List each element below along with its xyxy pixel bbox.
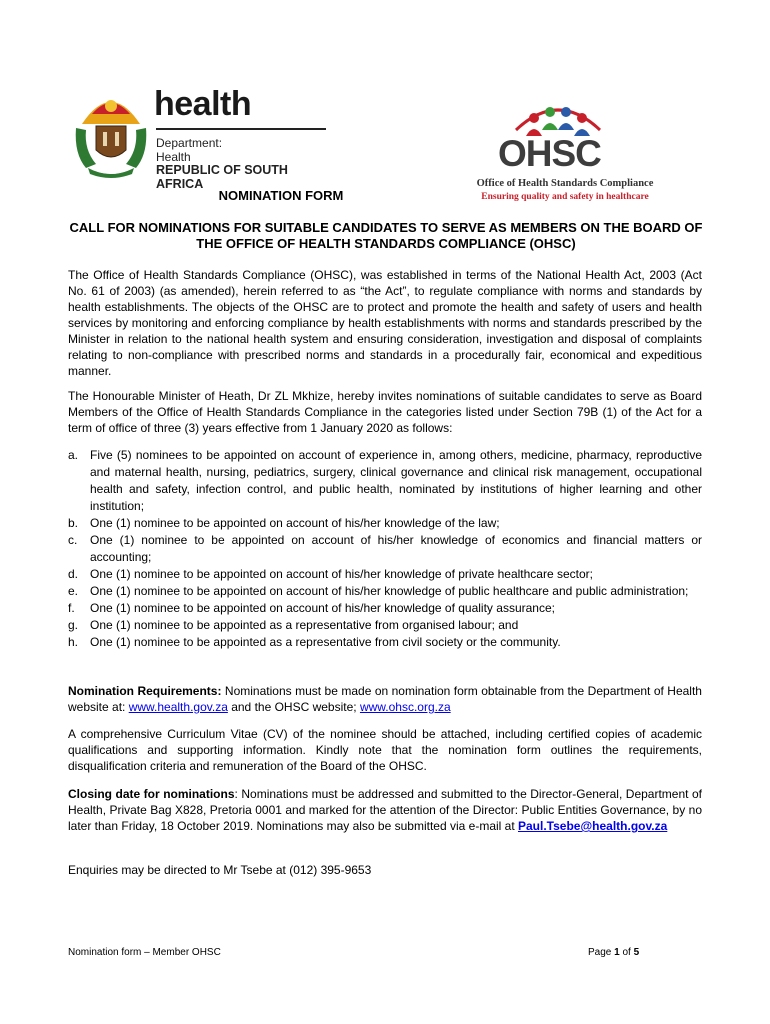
list-item: d. One (1) nominee to be appointed on account of his/her knowledge of private healthcare sector; <box>68 567 593 581</box>
department-label: Department: <box>156 136 223 150</box>
department-name: Health <box>156 150 191 164</box>
list-item: h. One (1) nominee to be appointed as a representative from civil society or the community. <box>68 635 561 649</box>
health-wordmark: health <box>154 85 252 123</box>
enquiries-paragraph: Enquiries may be directed to Mr Tsebe at (012) 395-9653 <box>68 863 372 877</box>
ohsc-full-name: Office of Health Standards Compliance <box>476 178 654 189</box>
ohsc-tagline: Ensuring quality and safety in healthcare <box>481 192 649 202</box>
nomination-requirements-paragraph: Nomination Requirements: Nominations must be made on nomination form obtainable from the Department of Health website at: www.health.gov.za and the OHSC website; www.ohsc.org.za <box>68 684 702 714</box>
ohsc-background-paragraph: The Office of Health Standards Compliance (OHSC), was established in terms of the National Health Act, 2003 (Act No. 61 of 2003) (as amended), herein referred to as “the Act”, to regulate compliance with norms and standards by health establishments. The objects of the OHSC are to protect and promote the health and safety of users and health services by monitoring and enforcing compliance by health establishments with norms and standards prescribed by the Minister in relation to the national health system and ensuring consideration, investigation and disposal of complaints relating to non-compliance with prescribed norms and standards in a procedurally fair, economical and expeditious manner. <box>68 268 702 378</box>
document-heading: CALL FOR NOMINATIONS FOR SUITABLE CANDIDATES TO SERVE AS MEMBERS ON THE BOARD OF THE OFFICE OF HEALTH STANDARDS COMPLIANCE (OHSC) <box>69 220 703 251</box>
ohsc-logo <box>470 96 660 208</box>
list-item: b. One (1) nominee to be appointed on account of his/her knowledge of the law; <box>68 516 500 530</box>
closing-date-label: Closing date for nominations <box>68 787 235 801</box>
list-item: a. Five (5) nominees to be appointed on account of experience in, among others, medicine, pharmacy, reproductive and maternal health, nursing, pediatrics, surgery, clinical governance and clinical risk management, occupational health and safety, infection control, and public health, nominated by institutions of higher learning and other institution; <box>68 448 702 513</box>
ohsc-website-link[interactable]: www.ohsc.org.za <box>359 700 451 714</box>
form-title: NOMINATION FORM <box>218 188 344 203</box>
list-item: f. One (1) nominee to be appointed on account of his/her knowledge of quality assurance; <box>68 601 555 615</box>
coat-of-arms-icon <box>72 84 150 180</box>
list-item: g. One (1) nominee to be appointed as a representative from organised labour; and <box>68 618 519 632</box>
logo-divider <box>156 128 326 130</box>
requirements-label: Nomination Requirements: <box>68 684 222 698</box>
list-item: c. One (1) nominee to be appointed on account of his/her knowledge of economics and financial matters or accounting; <box>68 533 702 564</box>
ohsc-wordmark: OHSC <box>498 133 601 174</box>
nominee-categories-list <box>68 447 702 651</box>
closing-date-paragraph: Closing date for nominations: Nominations must be addressed and submitted to the Director-General, Department of Health, Private Bag X828, Pretoria 0001 and marked for the attention of the Director: Public Entities Governance, by no later than Friday, 18 October 2019. Nominations may also be submitted via e-mail at Paul.Tsebe@health.gov.za <box>68 787 702 833</box>
list-item: e. One (1) nominee to be appointed on account of his/her knowledge of public healthcare and public administration; <box>68 584 689 598</box>
footer-document-name: Nomination form – Member OHSC <box>68 947 221 958</box>
health-website-link[interactable]: www.health.gov.za <box>128 700 228 714</box>
people-figures-icon <box>508 96 608 138</box>
cv-paragraph: A comprehensive Curriculum Vitae (CV) of the nominee should be attached, including certified copies of academic qualifications and supporting information. Kindly note that the nomination form outlines the requirements, disqualification criteria and remuneration of the Board of the OHSC. <box>68 727 702 773</box>
country-name: REPUBLIC OF SOUTH AFRICA <box>156 163 288 191</box>
department-of-health-logo <box>72 84 328 191</box>
invitation-paragraph: The Honourable Minister of Heath, Dr ZL Mkhize, hereby invites nominations of suitable candidates to serve as Board Members of the Office of Health Standards Compliance in the categories listed under Section 79B (1) of the Act for a term of office of three (3) years effective from 1 January 2020 as follows: <box>68 389 702 435</box>
footer-page-number: Page 1 of 5 <box>588 947 640 958</box>
email-link[interactable]: Paul.Tsebe@health.gov.za <box>518 819 668 833</box>
